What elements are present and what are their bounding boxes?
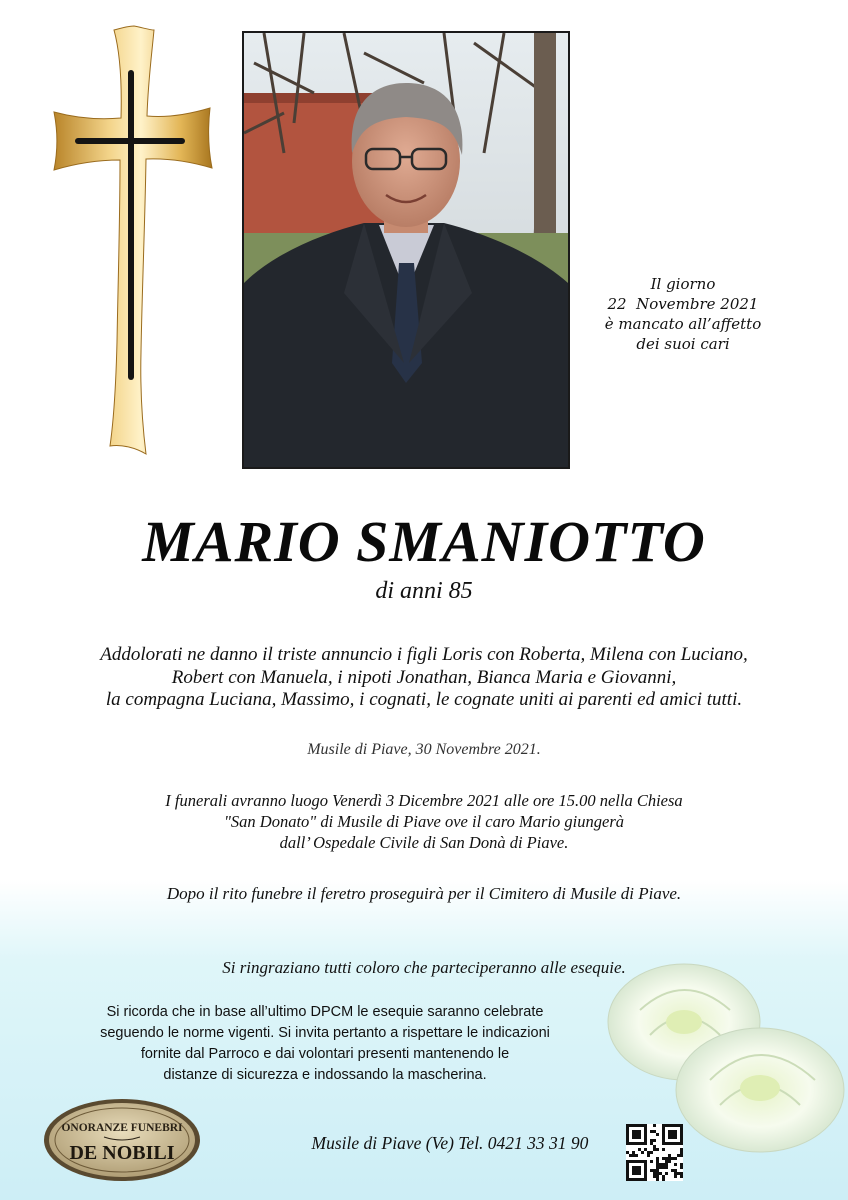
death-note-line: è mancato all’affetto <box>604 315 762 333</box>
funeral-home-logo <box>42 1097 202 1183</box>
announcement-line: la compagna Luciana, Massimo, i cognati, le cognate uniti ai parenti ed amici tutti. <box>105 689 743 710</box>
thanks-text: Si ringraziano tutti coloro che parteciperanno alle esequie. <box>222 958 626 977</box>
notice-line: distanze di sicurezza e indossando la mascherina. <box>163 1067 487 1083</box>
after-rite-text: Dopo il rito funebre il feretro proseguirà per il Cimitero di Musile di Piave. <box>166 884 682 903</box>
funeral-details <box>40 790 808 853</box>
funeral-line: "San Donato" di Musile di Piave ove il caro Mario giungerà <box>223 812 625 831</box>
covid-notice <box>40 1002 610 1086</box>
deceased-name: MARIO SMANIOTTO <box>142 509 706 574</box>
announcement-line: Addolorati ne danno il triste annuncio i figli Loris con Roberta, Milena con Luciano, <box>100 644 748 665</box>
logo-top-text: ONORANZE FUNEBRI <box>61 1122 183 1134</box>
death-note-line: 22 Novembre 2021 <box>607 295 759 313</box>
notice-line: fornite dal Parroco e dai volontari presenti mantenendo le <box>140 1046 510 1062</box>
death-date-note <box>588 274 778 354</box>
qr-code[interactable] <box>626 1124 683 1181</box>
announcement-line: Robert con Manuela, i nipoti Jonathan, Bianca Maria e Giovanni, <box>171 666 677 688</box>
logo-bottom-text: DE NOBILI <box>69 1142 175 1164</box>
notice-line: seguendo le norme vigenti. Si invita pertanto a rispettare le indicazioni <box>100 1025 550 1041</box>
contact-line: Musile di Piave (Ve) Tel. 0421 33 31 90 <box>311 1133 589 1153</box>
place-and-date: Musile di Piave, 30 Novembre 2021. <box>307 741 541 758</box>
deceased-photo <box>242 31 570 469</box>
deceased-age: di anni 85 <box>375 578 473 604</box>
funeral-line: dall’ Ospedale Civile di San Donà di Piave. <box>279 833 569 852</box>
death-note-line: dei suoi cari <box>636 335 730 353</box>
funeral-line: I funerali avranno luogo Venerdì 3 Dicembre 2021 alle ore 15.00 nella Chiesa <box>165 791 683 810</box>
death-note-line: Il giorno <box>650 275 716 293</box>
announcement-text <box>40 644 808 712</box>
notice-line: Si ricorda che in base all’ultimo DPCM le esequie saranno celebrate <box>106 1004 544 1020</box>
cross-icon <box>50 22 215 462</box>
